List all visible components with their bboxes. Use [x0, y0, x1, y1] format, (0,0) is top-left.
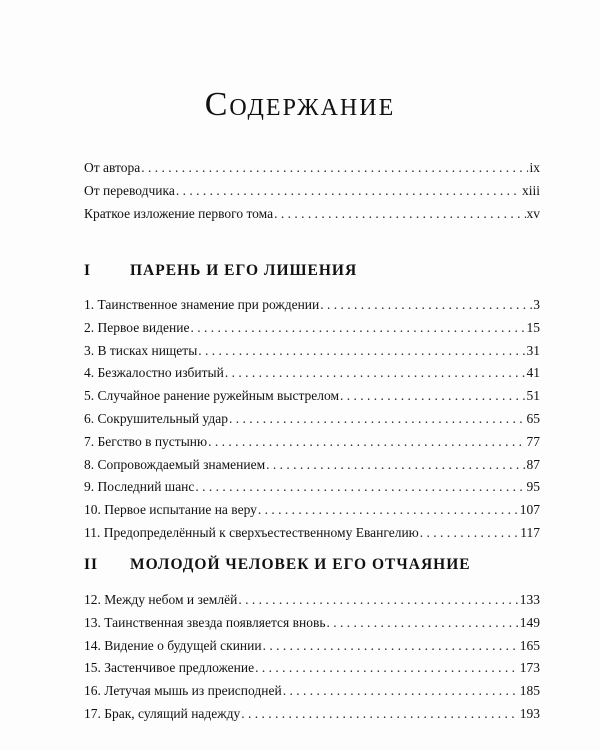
part-numeral: II: [84, 556, 99, 573]
dot-leader: [263, 638, 519, 654]
toc-entry-label: 4. Безжалостно избитый: [84, 365, 224, 381]
toc-entry-page: 77: [526, 433, 540, 449]
dot-leader: [198, 343, 525, 359]
toc-entry-label: 14. Видение о будущей скинии: [84, 637, 262, 653]
toc-entry-page: 95: [526, 479, 540, 495]
dot-leader: [327, 615, 519, 631]
toc-entry[interactable]: [84, 365, 540, 388]
toc-entry-page: 65: [526, 410, 540, 426]
toc-entry-label: 11. Предопределённый к сверхъестественному Евангелию: [84, 524, 419, 540]
toc-entry-label: 1. Таинственное знамение при рождении: [84, 297, 320, 312]
toc-entry[interactable]: [84, 434, 540, 457]
toc-entry[interactable]: [84, 206, 540, 229]
dot-leader: [141, 160, 528, 176]
part-title: МОЛОДОЙ ЧЕЛОВЕК И ЕГО ОТЧАЯНИЕ: [130, 556, 471, 573]
part-1-chapter-list: [84, 297, 540, 548]
dot-leader: [195, 479, 525, 495]
dot-leader: [283, 683, 519, 699]
dot-leader: [241, 706, 519, 722]
toc-entry-label: 8. Сопровождаемый знамением: [84, 456, 266, 472]
toc-entry[interactable]: [84, 615, 540, 638]
toc-entry-page: 133: [519, 592, 540, 607]
dot-leader: [258, 502, 519, 518]
front-matter-list: [84, 160, 540, 228]
toc-entry-label: Краткое изложение первого тома: [84, 205, 274, 221]
toc-entry-label: 17. Брак, сулящий надежду: [84, 705, 241, 721]
toc-entry-label: 5. Случайное ранение ружейным выстрелом: [84, 388, 340, 404]
toc-entry-page: xv: [526, 205, 540, 221]
toc-entry-page: ix: [529, 160, 540, 175]
page-title: Содержание: [204, 86, 396, 123]
toc-entry-label: 10. Первое испытание на веру: [84, 502, 257, 518]
toc-entry-page: 31: [526, 342, 540, 358]
toc-entry-label: 12. Между небом и землёй: [84, 592, 238, 607]
toc-entry[interactable]: [84, 706, 540, 729]
toc-entry-label: 3. В тисках нищеты: [84, 342, 198, 358]
toc-entry-page: 41: [526, 365, 540, 381]
toc-entry-page: 193: [519, 705, 540, 721]
toc-entry-label: От автора: [84, 160, 141, 175]
toc-entry-page: 15: [526, 319, 540, 335]
part-heading: [84, 262, 540, 280]
toc-entry-page: 117: [520, 524, 540, 540]
toc-entry-label: 7. Бегство в пустыню: [84, 433, 208, 449]
toc-entry-label: От переводчика: [84, 182, 175, 198]
toc-entry-page: 165: [519, 637, 540, 653]
toc-entry[interactable]: [84, 388, 540, 411]
toc-entry-page: 3: [533, 297, 540, 312]
toc-entry-page: 185: [519, 683, 540, 699]
toc-entry-page: 51: [526, 388, 540, 404]
part-title: ПАРЕНЬ И ЕГО ЛИШЕНИЯ: [130, 262, 358, 279]
toc-entry[interactable]: [84, 320, 540, 343]
dot-leader: [274, 206, 525, 222]
toc-entry-page: 149: [519, 614, 540, 630]
dot-leader: [225, 365, 526, 381]
toc-entry-page: 107: [519, 502, 540, 518]
part-numeral: I: [84, 262, 92, 279]
toc-entry-page: 87: [526, 456, 540, 472]
toc-entry[interactable]: [84, 457, 540, 480]
toc-entry[interactable]: [84, 525, 540, 548]
toc-entry[interactable]: [84, 160, 540, 183]
dot-leader: [420, 525, 519, 541]
toc-entry-page: 173: [519, 660, 540, 676]
toc-entry[interactable]: [84, 479, 540, 502]
toc-entry[interactable]: [84, 592, 540, 615]
toc-entry-label: 9. Последний шанс: [84, 479, 195, 495]
toc-entry[interactable]: [84, 411, 540, 434]
dot-leader: [190, 320, 525, 336]
toc-entry-label: 6. Сокрушительный удар: [84, 410, 228, 426]
part-2-chapter-list: [84, 592, 540, 729]
toc-entry[interactable]: [84, 638, 540, 661]
dot-leader: [208, 434, 525, 450]
toc-entry[interactable]: [84, 297, 540, 320]
dot-leader: [266, 457, 525, 473]
toc-entry[interactable]: [84, 183, 540, 206]
dot-leader: [238, 592, 518, 608]
dot-leader: [176, 183, 521, 199]
dot-leader: [255, 660, 519, 676]
toc-entry-label: 13. Таинственная звезда появляется вновь: [84, 614, 326, 630]
toc-entry[interactable]: [84, 502, 540, 525]
dot-leader: [320, 297, 532, 313]
toc-entry[interactable]: [84, 660, 540, 683]
dot-leader: [340, 388, 525, 404]
toc-entry-label: 2. Первое видение: [84, 319, 190, 335]
toc-entry-label: 16. Летучая мышь из преисподней: [84, 683, 282, 699]
toc-entry-page: xiii: [521, 182, 540, 198]
toc-entry[interactable]: [84, 343, 540, 366]
part-heading: [84, 556, 540, 574]
toc-entry-label: 15. Застенчивое предложение: [84, 660, 255, 676]
toc-entry[interactable]: [84, 683, 540, 706]
dot-leader: [229, 411, 526, 427]
